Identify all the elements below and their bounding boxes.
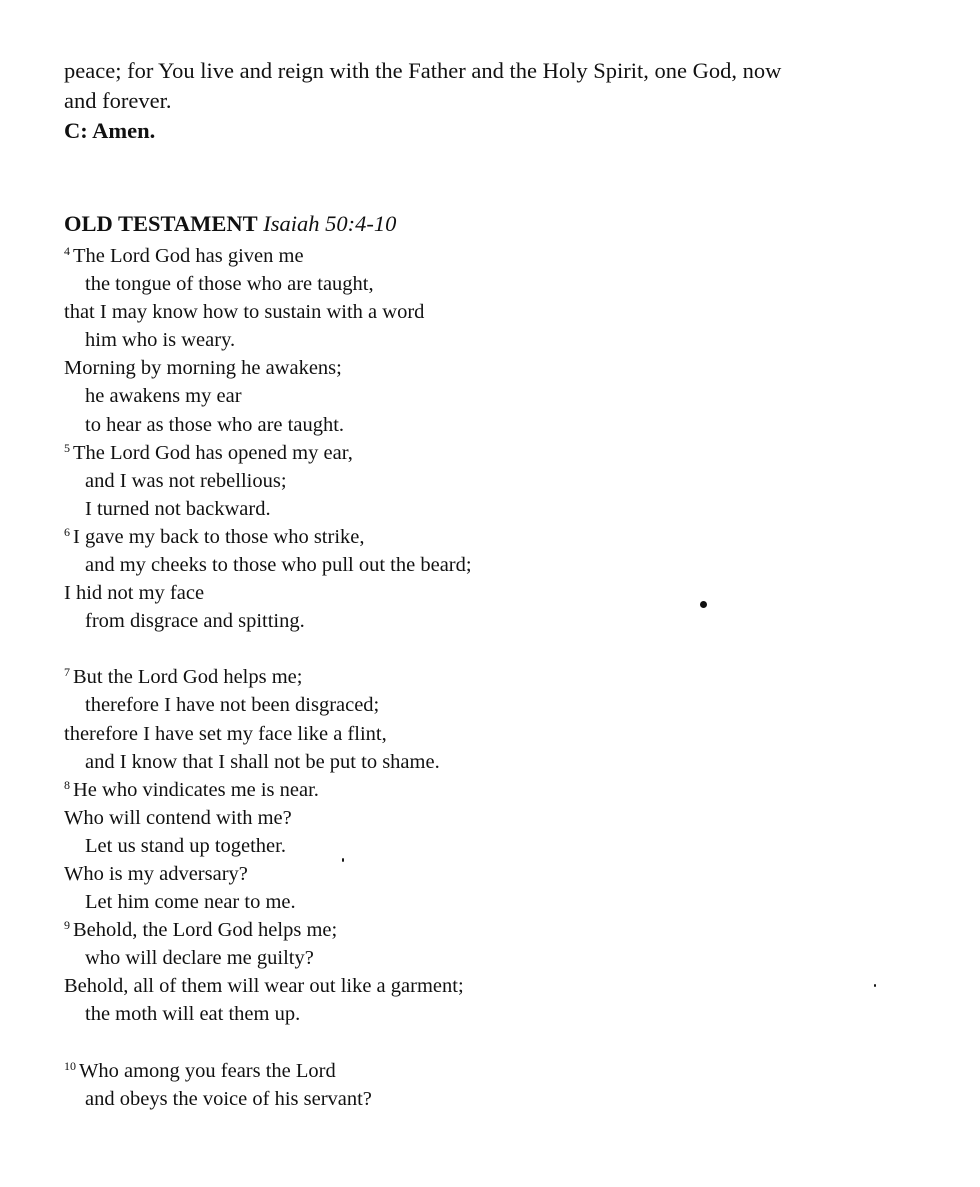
reading-heading [64, 209, 396, 239]
scan-speck [342, 858, 344, 862]
verse-number: 7 [64, 665, 70, 680]
verse-number: 6 [64, 524, 70, 539]
prayer-line-1: peace; for You live and reign with the Father and the Holy Spirit, one God, now [64, 58, 782, 83]
reading-reference: Isaiah 50:4-10 [263, 211, 397, 236]
verse-line: $^5$ The Lord God has opened my ear, [64, 440, 353, 464]
verse-line: Who will contend with me? [64, 806, 292, 829]
verse-line: and I know that I shall not be put to shame. [85, 750, 440, 773]
verse-line: Behold, all of them will wear out like a garment; [64, 975, 464, 998]
verse-line: $^4$ The Lord God has given me [64, 244, 304, 267]
verse-line: that I may know how to sustain with a word [64, 301, 425, 324]
verse-line: him who is weary. [85, 329, 236, 352]
prayer-line-2: and forever. [64, 88, 172, 113]
verse-line: and obeys the voice of his servant? [85, 1087, 372, 1110]
verse-line: Let us stand up together. [85, 834, 286, 857]
verse-line: and my cheeks to those who pull out the beard; [85, 554, 472, 577]
verse-line: $^7$ But the Lord God helps me; [64, 665, 303, 689]
verse-number: 9 [64, 918, 70, 933]
verse-line: the tongue of those who are taught, [85, 273, 374, 296]
verse-number: 4 [64, 244, 70, 258]
verse-line: who will declare me guilty? [85, 947, 314, 970]
verse-line: $^8$ He who vindicates me is near. [64, 777, 319, 801]
verse-line: $^6$ I gave my back to those who strike, [64, 524, 365, 548]
verse-line: he awakens my ear [85, 385, 242, 408]
verse-line: $^9$ Behold, the Lord God helps me; [64, 918, 338, 942]
verse-line: Morning by morning he awakens; [64, 357, 342, 380]
scan-speck [874, 984, 876, 987]
reading-title: OLD TESTAMENT [64, 211, 258, 236]
scan-speck [700, 601, 707, 608]
stanza-break [64, 635, 944, 663]
congregation-response: C: Amen. [64, 118, 156, 143]
verse-line: and I was not rebellious; [85, 469, 287, 492]
verse-line: Who is my adversary? [64, 862, 248, 885]
prayer-conclusion [64, 56, 944, 146]
verse-line: therefore I have not been disgraced; [85, 694, 380, 717]
verse-number: 5 [64, 440, 70, 455]
reading-text [64, 242, 944, 1113]
verse-line: the moth will eat them up. [85, 1003, 301, 1026]
verse-number: 8 [64, 777, 70, 792]
verse-line: I turned not backward. [85, 497, 271, 520]
verse-number: 10 [64, 1058, 76, 1073]
verse-line: I hid not my face [64, 582, 205, 605]
verse-line: therefore I have set my face like a flint, [64, 722, 387, 745]
verse-line: Let him come near to me. [85, 891, 296, 914]
verse-line: to hear as those who are taught. [85, 413, 345, 436]
verse-line: from disgrace and spitting. [85, 610, 305, 633]
stanza-break [64, 1029, 944, 1057]
verse-line: $^{10}$ Who among you fears the Lord [64, 1058, 336, 1082]
